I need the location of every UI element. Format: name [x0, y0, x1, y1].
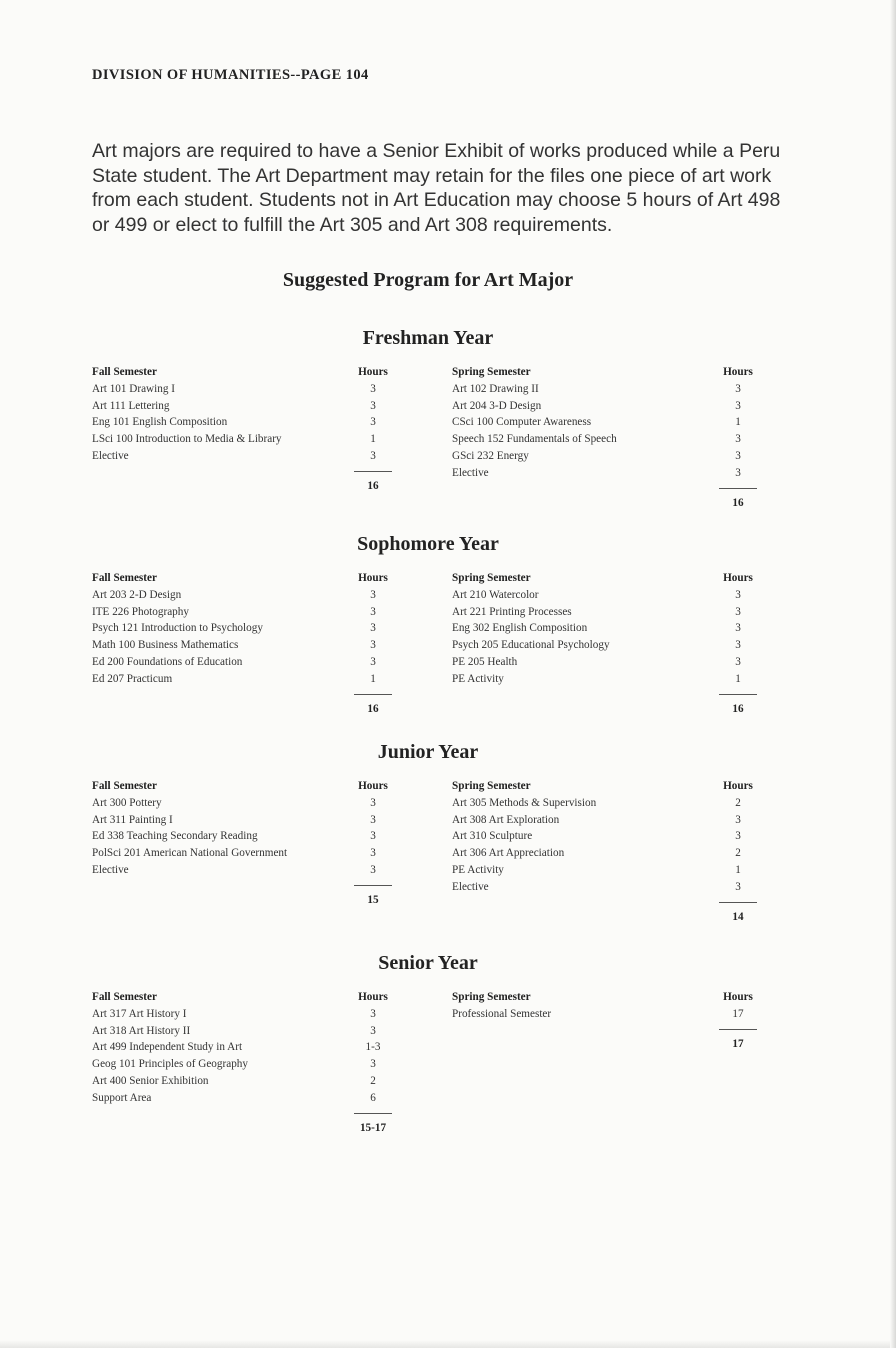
fall-course-name: Ed 338 Teaching Secondary Reading — [92, 830, 258, 843]
spring-total-hours: 16 — [732, 702, 744, 715]
spring-course-name: Elective — [452, 466, 489, 479]
fall-total-hours: 15 — [367, 893, 379, 906]
spring-course-hours: 3 — [735, 880, 741, 893]
fall-course-name: Art 499 Independent Study in Art — [92, 1041, 243, 1054]
column-header: Hours — [358, 991, 388, 1003]
spring-course-hours: 1 — [735, 672, 741, 685]
spring-course-name: PE 205 Health — [452, 655, 518, 668]
fall-course-name: Art 203 2-D Design — [92, 588, 182, 601]
spring-course-name: Art 102 Drawing II — [452, 382, 539, 395]
fall-course-hours: 3 — [370, 605, 376, 618]
spring-course-name: Art 308 Art Exploration — [452, 813, 560, 826]
spring-hours-column — [700, 778, 776, 925]
fall-course-hours: 3 — [370, 416, 376, 429]
fall-course-hours: 3 — [370, 1024, 376, 1037]
fall-course-name: Elective — [92, 449, 129, 462]
spring-course-name: Art 310 Sculpture — [452, 830, 533, 843]
fall-hours-column — [330, 778, 416, 909]
column-header: Hours — [723, 572, 753, 584]
total-divider-line — [354, 471, 392, 472]
fall-course-name: Art 317 Art History I — [92, 1007, 187, 1020]
fall-course-hours: 3 — [370, 399, 376, 412]
spring-course-name: Elective — [452, 880, 489, 893]
spring-course-name: Speech 152 Fundamentals of Speech — [452, 433, 617, 446]
spring-course-hours: 3 — [735, 830, 741, 843]
year-title: Freshman Year — [362, 327, 494, 349]
spring-total-hours: 17 — [732, 1037, 744, 1050]
fall-hours-column — [330, 364, 416, 495]
fall-course-hours: 3 — [370, 639, 376, 652]
spring-course-hours: 1 — [735, 416, 741, 429]
fall-course-name: Eng 101 English Composition — [92, 416, 228, 429]
fall-course-name: Support Area — [92, 1091, 152, 1104]
year-title: Senior Year — [378, 952, 478, 974]
spring-course-hours: 3 — [735, 382, 741, 395]
page-header: DIVISION OF HUMANITIES--PAGE 104 — [92, 67, 369, 83]
spring-course-column — [452, 364, 712, 482]
spring-course-hours: 3 — [735, 639, 741, 652]
spring-course-name: Art 204 3-D Design — [452, 399, 542, 412]
fall-course-hours: 1 — [370, 433, 376, 446]
fall-course-column — [92, 989, 352, 1107]
fall-course-name: Art 101 Drawing I — [92, 382, 175, 395]
fall-course-name: LSci 100 Introduction to Media & Library — [92, 433, 282, 446]
fall-course-hours: 2 — [370, 1074, 376, 1087]
spring-hours-column — [700, 364, 776, 511]
spring-course-name: GSci 232 Energy — [452, 449, 529, 462]
spring-course-name: Art 306 Art Appreciation — [452, 847, 565, 860]
scan-bottom-edge — [0, 1340, 896, 1348]
total-divider-line — [354, 885, 392, 886]
fall-course-hours: 3 — [370, 830, 376, 843]
spring-course-column — [452, 778, 712, 896]
spring-course-column — [452, 570, 712, 688]
spring-course-hours: 2 — [735, 796, 741, 809]
fall-course-hours: 3 — [370, 1058, 376, 1071]
spring-course-hours: 3 — [735, 655, 741, 668]
spring-course-name: CSci 100 Computer Awareness — [452, 416, 592, 429]
spring-course-hours: 3 — [735, 399, 741, 412]
column-header: Hours — [723, 366, 753, 378]
column-header: Hours — [358, 366, 388, 378]
total-divider-line — [354, 694, 392, 695]
fall-course-hours: 3 — [370, 588, 376, 601]
column-header: Fall Semester — [92, 572, 157, 584]
fall-course-name: Ed 207 Practicum — [92, 672, 173, 685]
spring-course-name: PE Activity — [452, 672, 504, 685]
total-divider-line — [719, 488, 757, 489]
column-header: Spring Semester — [452, 780, 531, 792]
total-divider-line — [719, 1029, 757, 1030]
fall-total-hours: 16 — [367, 479, 379, 492]
column-header: Hours — [723, 991, 753, 1003]
spring-course-hours: 3 — [735, 433, 741, 446]
spring-hours-column — [700, 570, 776, 717]
fall-course-hours: 3 — [370, 622, 376, 635]
column-header: Spring Semester — [452, 991, 531, 1003]
spring-course-hours: 3 — [735, 449, 741, 462]
fall-course-column — [92, 778, 352, 879]
spring-course-hours: 3 — [735, 813, 741, 826]
fall-course-hours: 3 — [370, 449, 376, 462]
spring-course-name: Art 305 Methods & Supervision — [452, 796, 597, 809]
spring-course-hours: 3 — [735, 588, 741, 601]
intro-paragraph: Art majors are required to have a Senior Exhibit of works produced while a Peru State student. The Art Department may retain for the files one piece of art work from each student. Students not in Art Education may choose 5 hours of Art 498 or 499 or elect to fulfill the Art 305 and Art 308 requirements. — [92, 140, 781, 236]
spring-course-name: Professional Semester — [452, 1007, 552, 1020]
fall-course-name: Ed 200 Foundations of Education — [92, 655, 243, 668]
fall-course-hours: 3 — [370, 796, 376, 809]
spring-course-hours: 1 — [735, 863, 741, 876]
fall-course-name: Art 318 Art History II — [92, 1024, 191, 1037]
year-title: Junior Year — [377, 741, 479, 763]
spring-course-hours: 2 — [735, 847, 741, 860]
spring-course-hours: 3 — [735, 466, 741, 479]
fall-course-name: Art 311 Painting I — [92, 813, 173, 826]
fall-course-name: ITE 226 Photography — [92, 605, 189, 618]
column-header: Spring Semester — [452, 572, 531, 584]
spring-course-hours: 3 — [735, 605, 741, 618]
total-divider-line — [719, 902, 757, 903]
year-title: Sophomore Year — [357, 533, 499, 555]
fall-course-hours: 3 — [370, 813, 376, 826]
fall-course-hours: 3 — [370, 847, 376, 860]
spring-course-name: Eng 302 English Composition — [452, 622, 588, 635]
total-divider-line — [719, 694, 757, 695]
fall-course-name: Art 111 Lettering — [92, 399, 170, 412]
spring-course-name: Art 210 Watercolor — [452, 588, 539, 601]
fall-hours-column — [330, 570, 416, 717]
fall-course-hours: 3 — [370, 1007, 376, 1020]
fall-course-name: Psych 121 Introduction to Psychology — [92, 622, 263, 635]
fall-course-column — [92, 364, 352, 465]
column-header: Hours — [723, 780, 753, 792]
fall-course-hours: 6 — [370, 1091, 376, 1104]
spring-course-name: Art 221 Printing Processes — [452, 605, 572, 618]
column-header: Fall Semester — [92, 366, 157, 378]
fall-hours-column — [330, 989, 416, 1136]
fall-course-hours: 1-3 — [365, 1041, 381, 1054]
fall-course-hours: 1 — [370, 672, 376, 685]
fall-course-name: Art 300 Pottery — [92, 796, 162, 809]
fall-course-column — [92, 570, 352, 688]
total-divider-line — [354, 1113, 392, 1114]
spring-course-name: Psych 205 Educational Psychology — [452, 639, 610, 652]
spring-total-hours: 16 — [732, 496, 744, 509]
scan-right-edge — [890, 0, 896, 1348]
fall-course-hours: 3 — [370, 655, 376, 668]
fall-course-name: Elective — [92, 863, 129, 876]
fall-course-name: Math 100 Business Mathematics — [92, 639, 239, 652]
program-title: Suggested Program for Art Major — [282, 269, 574, 291]
column-header: Fall Semester — [92, 780, 157, 792]
fall-course-name: PolSci 201 American National Government — [92, 847, 288, 860]
column-header: Spring Semester — [452, 366, 531, 378]
fall-course-name: Art 400 Senior Exhibition — [92, 1074, 209, 1087]
column-header: Hours — [358, 780, 388, 792]
column-header: Fall Semester — [92, 991, 157, 1003]
fall-course-hours: 3 — [370, 863, 376, 876]
spring-total-hours: 14 — [732, 910, 744, 923]
spring-course-name: PE Activity — [452, 863, 504, 876]
column-header: Hours — [358, 572, 388, 584]
fall-total-hours: 16 — [367, 702, 379, 715]
spring-course-hours: 3 — [735, 622, 741, 635]
spring-course-hours: 17 — [732, 1007, 744, 1020]
spring-course-column — [452, 989, 712, 1023]
fall-course-hours: 3 — [370, 382, 376, 395]
fall-course-name: Geog 101 Principles of Geography — [92, 1058, 248, 1071]
fall-total-hours: 15-17 — [359, 1121, 387, 1134]
spring-hours-column — [700, 989, 776, 1052]
